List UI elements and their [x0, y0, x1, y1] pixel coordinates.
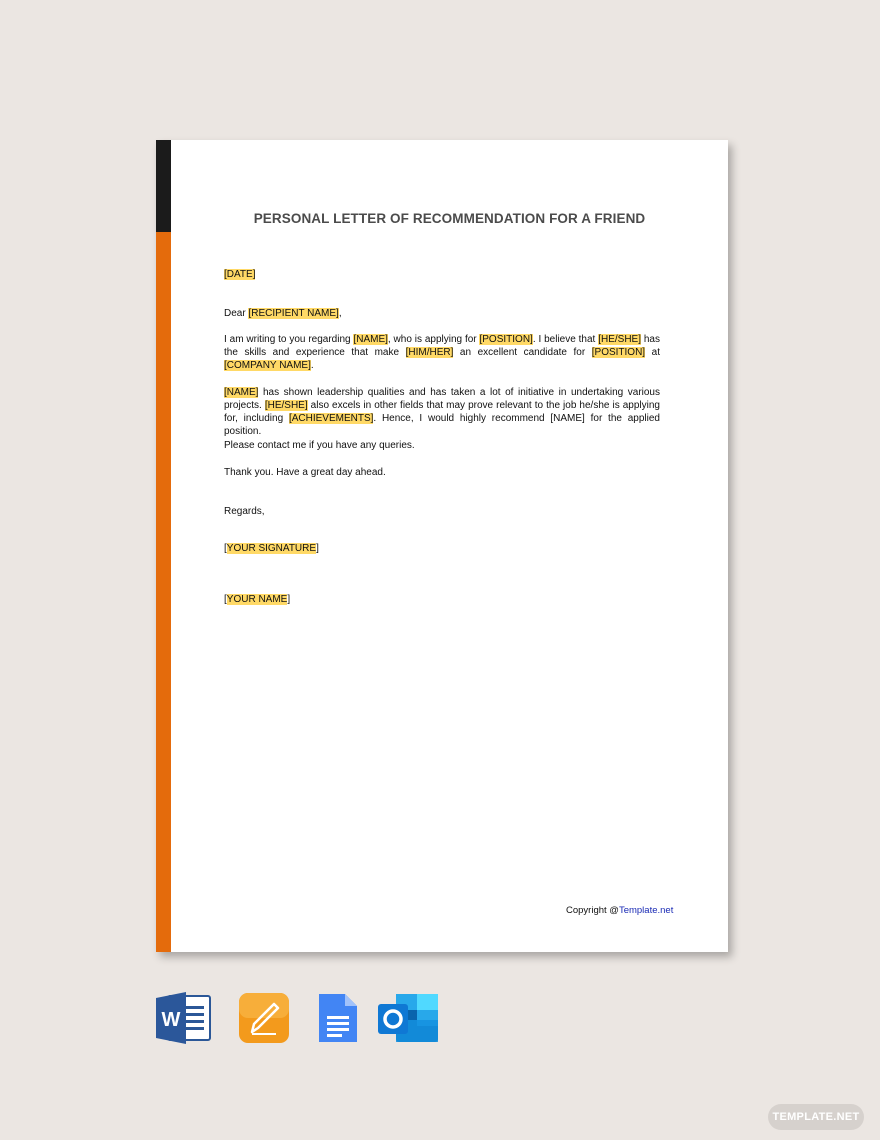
- template-net-watermark: TEMPLATE.NET: [768, 1104, 864, 1130]
- company-name-placeholder: [COMPANY NAME]: [224, 360, 311, 371]
- copyright-link[interactable]: Template.net: [618, 905, 674, 916]
- date-placeholder: [DATE]: [224, 269, 256, 280]
- recipient-name-placeholder: [RECIPIENT NAME]: [248, 308, 339, 319]
- signature-placeholder: YOUR SIGNATURE: [226, 543, 317, 554]
- copyright-prefix: Copyright @: [566, 905, 619, 916]
- p1-text-7: .: [310, 360, 314, 371]
- p1-text-5: an excellent candidate for: [453, 347, 592, 358]
- closing: Regards,: [224, 506, 265, 517]
- your-name-open-bracket: [: [224, 594, 227, 605]
- name-placeholder: [NAME]: [353, 334, 388, 345]
- your-name-placeholder: YOUR NAME: [226, 594, 288, 605]
- letter-page: [156, 140, 728, 952]
- position-placeholder-2: [POSITION]: [591, 347, 646, 358]
- copyright: [566, 905, 673, 916]
- outlook-icon[interactable]: [378, 992, 440, 1049]
- pages-icon[interactable]: [238, 992, 290, 1049]
- position-placeholder: [POSITION]: [479, 334, 533, 345]
- salutation-prefix: Dear: [224, 308, 249, 319]
- date-line: [224, 268, 660, 281]
- signature-line: [224, 542, 660, 555]
- he-she-placeholder-2: [HE/SHE]: [264, 400, 308, 411]
- name-placeholder-2: [NAME]: [224, 387, 259, 398]
- p2-text-1: has shown leadership qualities and has taken a lot of initiative in undertaking various projects.: [224, 387, 660, 411]
- google-docs-icon[interactable]: [317, 992, 359, 1049]
- paragraph-2: [224, 386, 660, 438]
- salutation: [224, 307, 660, 320]
- your-name-line: [224, 593, 660, 606]
- p2-text-3: . Hence, I would highly recommend [NAME] for the applied position.: [224, 413, 660, 437]
- p1-text-3: . I believe that: [532, 334, 599, 345]
- format-icons: [156, 992, 446, 1044]
- p1-text-1: I am writing to you regarding: [224, 334, 354, 345]
- achievements-placeholder: [ACHIEVEMENTS]: [288, 413, 374, 424]
- paragraph-3: Please contact me if you have any queries.: [224, 440, 415, 451]
- signature-open-bracket: [: [224, 543, 227, 554]
- side-bar-dark: [156, 140, 171, 232]
- letter-title: PERSONAL LETTER OF RECOMMENDATION FOR A FRIEND: [253, 211, 646, 226]
- your-name-close-bracket: ]: [287, 594, 291, 605]
- paragraph-4: Thank you. Have a great day ahead.: [224, 467, 386, 478]
- p1-text-2: , who is applying for: [387, 334, 480, 345]
- him-her-placeholder: [HIM/HER]: [405, 347, 454, 358]
- he-she-placeholder: [HE/SHE]: [598, 334, 641, 345]
- salutation-suffix: ,: [338, 308, 342, 319]
- p2-text-2: also excels in other fields that may prove relevant to the job he/she is applying for, including: [224, 400, 660, 424]
- word-icon[interactable]: [156, 992, 212, 1049]
- p1-text-4: has the skills and experience that make: [224, 334, 660, 358]
- signature-close-bracket: ]: [316, 543, 319, 554]
- paragraph-1: [224, 333, 660, 372]
- svg-text:W: W: [161, 1009, 181, 1031]
- p1-text-6: at: [645, 347, 660, 358]
- side-bar-orange: [156, 232, 171, 952]
